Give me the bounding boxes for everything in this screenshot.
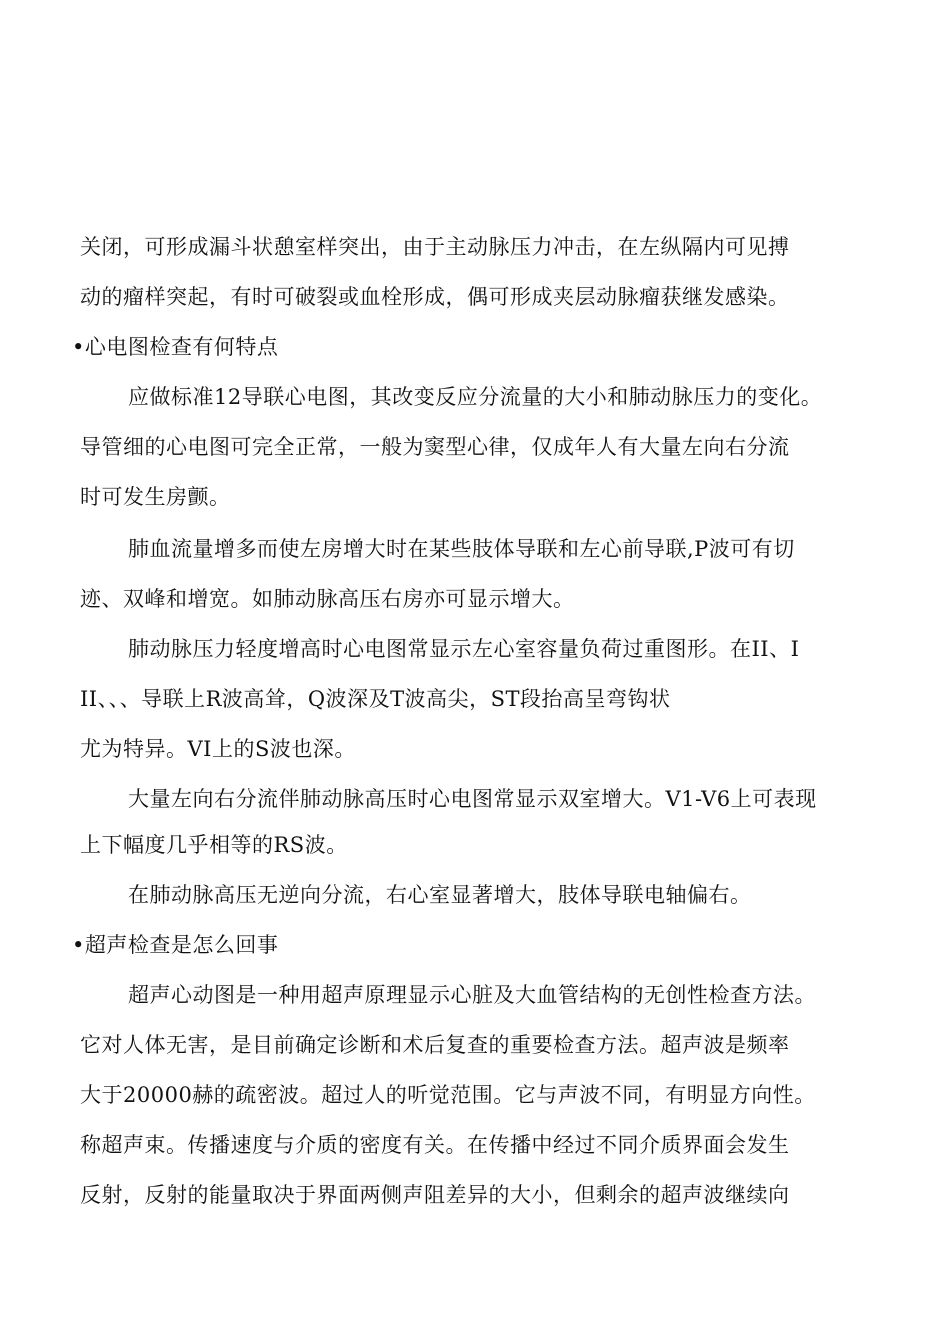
- paragraph-line-ecg-8: 尤为特异。VI上的S波也深。: [80, 737, 356, 761]
- paragraph-line-ecg-11: 在肺动脉高压无逆向分流，右心室显著增大，肢体导联电轴偏右。: [128, 883, 752, 907]
- paragraph-line-ultrasound-2: 它对人体无害，是目前确定诊断和术后复查的重要检查方法。超声波是频率: [80, 1033, 790, 1057]
- paragraph-line-ecg-4: 肺血流量增多而使左房增大时在某些肢体导联和左心前导联,P波可有切: [128, 537, 795, 561]
- paragraph-line-ecg-3: 时可发生房颤。: [80, 485, 231, 509]
- paragraph-line-ultrasound-4: 称超声束。传播速度与介质的密度有关。在传播中经过不同介质界面会发生: [80, 1133, 790, 1157]
- text-line-1: 关闭，可形成漏斗状憩室样突出，由于主动脉压力冲击，在左纵隔内可见搏: [80, 235, 790, 259]
- section-heading-ecg: •心电图检查有何特点: [72, 335, 279, 359]
- paragraph-line-ecg-5: 迹、双峰和增宽。如肺动脉高压右房亦可显示增大。: [80, 587, 575, 611]
- section-heading-ultrasound: •超声检查是怎么回事: [72, 933, 279, 957]
- paragraph-line-ultrasound-1: 超声心动图是一种用超声原理显示心脏及大血管结构的无创性检查方法。: [128, 983, 816, 1007]
- paragraph-line-ultrasound-3: 大于20000赫的疏密波。超过人的听觉范围。它与声波不同，有明显方向性。: [80, 1083, 816, 1107]
- paragraph-line-ecg-6: 肺动脉压力轻度增高时心电图常显示左心室容量负荷过重图形。在II、I: [128, 637, 800, 661]
- paragraph-line-ecg-7: II、、、导联上R波高耸，Q波深及T波高尖，ST段抬高呈弯钩状: [80, 687, 671, 711]
- paragraph-line-ecg-2: 导管细的心电图可完全正常，一般为窦型心律，仅成年人有大量左向右分流: [80, 435, 790, 459]
- text-line-2: 动的瘤样突起，有时可破裂或血栓形成，偶可形成夹层动脉瘤获继发感染。: [80, 285, 790, 309]
- paragraph-line-ecg-9: 大量左向右分流伴肺动脉高压时心电图常显示双室增大。V1-V6上可表现: [128, 787, 817, 811]
- paragraph-line-ultrasound-5: 反射，反射的能量取决于界面两侧声阻差异的大小，但剩余的超声波继续向: [80, 1183, 790, 1207]
- paragraph-line-ecg-10: 上下幅度几乎相等的RS波。: [80, 833, 348, 857]
- paragraph-line-ecg-1: 应做标准12导联心电图，其改变反应分流量的大小和肺动脉压力的变化。: [128, 385, 823, 409]
